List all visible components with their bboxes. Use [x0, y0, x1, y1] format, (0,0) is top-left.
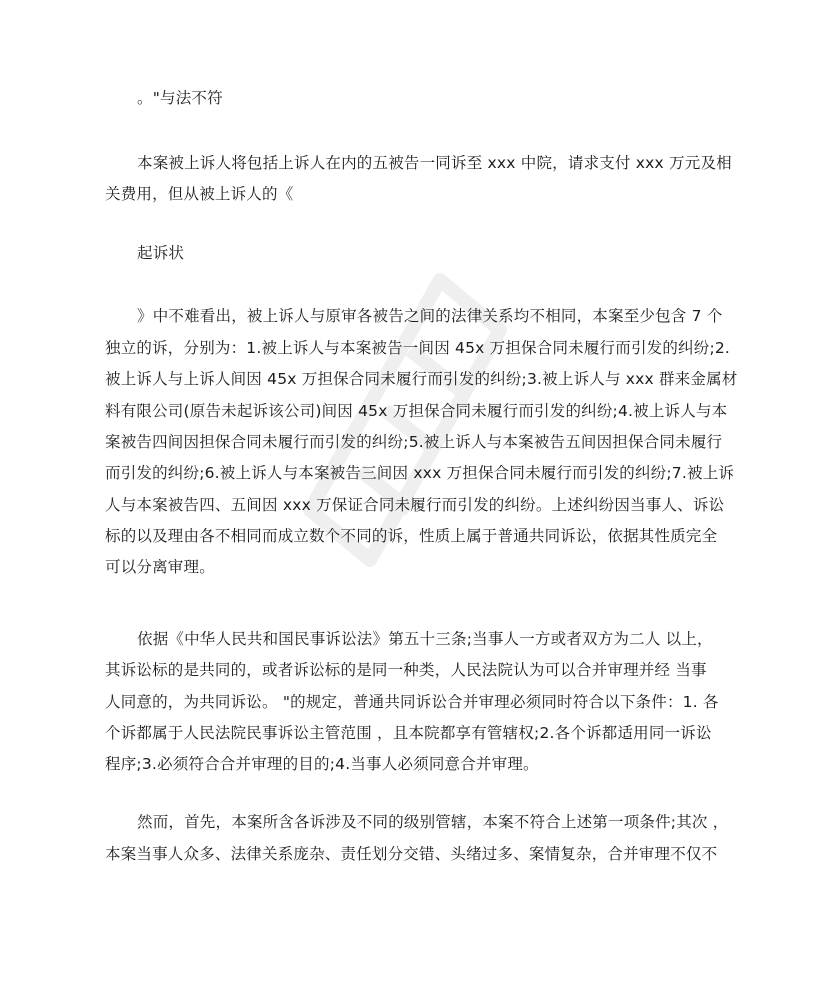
paragraph-3-line-1: 起诉状	[137, 244, 185, 262]
paragraph-4-line-9: 可以分离审理。	[105, 558, 215, 576]
paragraph-6-line-2: 本案当事人众多、法律关系庞杂、责任划分交错、头绪过多、案情复杂，合并审理不仅不	[105, 845, 718, 863]
paragraph-4-line-2: 独立的诉，分别为：1.被上诉人与本案被告一间因 45x 万担保合同未履行而引发的纠纷;2.	[105, 339, 731, 357]
paragraph-5-line-1: 依据《中华人民共和国民事诉讼法》第五十三条;当事人一方或者双方为二人 以上，	[137, 630, 713, 648]
paragraph-6-line-1: 然而，首先，本案所含各诉涉及不同的级别管辖，本案不符合上述第一项条件;其次 ，	[137, 813, 729, 831]
paragraph-2-line-1: 本案被上诉人将包括上诉人在内的五被告一同诉至 xxx 中院，请求支付 xxx 万元及相	[137, 154, 732, 172]
paragraph-5-line-4: 个诉都属于人民法院民事诉讼主管范围 ，且本院都享有管辖权;2.各个诉都适用同一诉讼	[105, 724, 712, 742]
paragraph-2-line-2: 关费用，但从被上诉人的《	[105, 185, 294, 203]
paragraph-4-line-6: 而引发的纠纷;6.被上诉人与本案被告三间因 xxx 万担保合同未履行而引发的纠纷;7.被上诉	[105, 464, 735, 482]
paragraph-4-line-1: 》中不难看出，被上诉人与原审各被告之间的法律关系均不相同，本案至少包含 7 个	[137, 307, 723, 325]
paragraph-4-line-5: 案被告四间因担保合同未履行而引发的纠纷;5.被上诉人与本案被告五间因担保合同未履行	[105, 433, 723, 451]
paragraph-4-line-3: 被上诉人与上诉人间因 45x 万担保合同未履行而引发的纠纷;3.被上诉人与 xxx 群来金属材	[105, 370, 738, 388]
paragraph-5-line-3: 人同意的，为共同诉讼。 "的规定，普通共同诉讼合并审理必须同时符合以下条件：1. 各	[105, 693, 719, 711]
paragraph-1-line-1: 。"与法不符	[137, 89, 223, 107]
paragraph-4-line-8: 标的以及理由各不相同而成立数个不同的诉，性质上属于普通共同诉讼，依据其性质完全	[105, 527, 718, 545]
paragraph-4-line-4: 料有限公司(原告未起诉该公司)间因 45x 万担保合同未履行而引发的纠纷;4.被上诉人与本	[105, 402, 728, 420]
paragraph-5-line-2: 其诉讼标的是共同的，或者诉讼标的是同一种类，人民法院认为可以合并审理并经 当事	[105, 661, 707, 679]
paragraph-4-line-7: 人与本案被告四、五间因 xxx 万保证合同未履行而引发的纠纷。上述纠纷因当事人、诉讼	[105, 496, 725, 514]
paragraph-5-line-5: 程序;3.必须符合合并审理的目的;4.当事人必须同意合并审理。	[105, 755, 539, 773]
